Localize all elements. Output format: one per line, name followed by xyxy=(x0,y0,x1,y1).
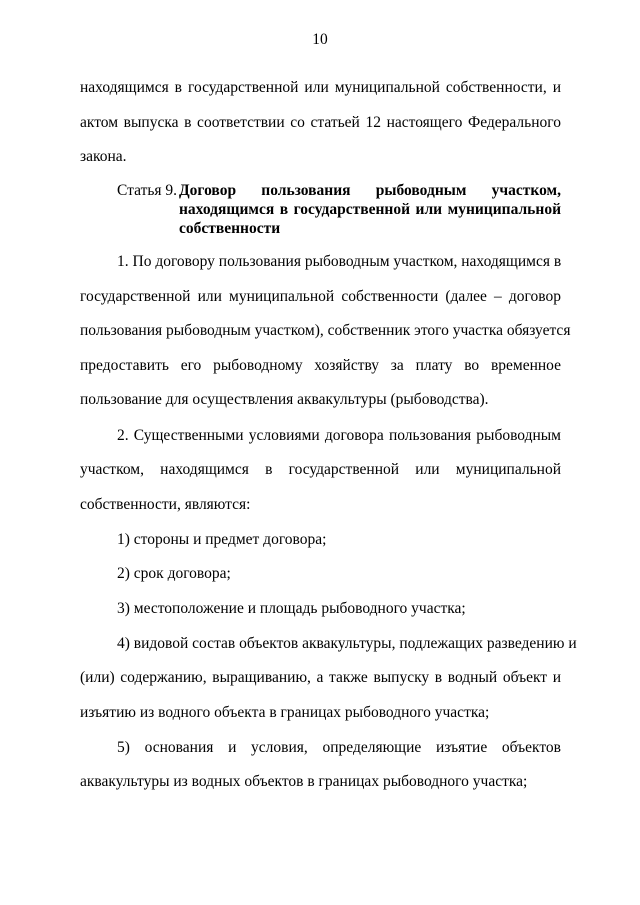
intro-line: находящимся в государственной или муниципальной собственности, и xyxy=(80,79,561,96)
article-label: Статья 9. xyxy=(117,182,178,199)
paragraph-2-line: участком, находящимся в государственной или муниципальной xyxy=(80,461,561,478)
article-title-line: находящимся в государственной или муниципальной xyxy=(179,201,561,218)
paragraph-1-line: предоставить его рыбоводному хозяйству за плату во временное xyxy=(80,357,561,374)
page-number: 10 xyxy=(312,31,328,48)
paragraph-1-line: 1. По договору пользования рыбоводным участком, находящимся в xyxy=(117,253,562,270)
paragraph-1-line: государственной или муниципальной собственности (далее – договор xyxy=(80,288,561,305)
intro-line: актом выпуска в соответствии со статьей 12 настоящего Федерального xyxy=(80,114,561,131)
paragraph-1-line: пользование для осуществления аквакультуры (рыбоводства). xyxy=(80,391,489,408)
list-item-5-line: аквакультуры из водных объектов в границах рыбоводного участка; xyxy=(80,773,528,790)
list-item-4-line: (или) содержанию, выращиванию, а также выпуску в водный объект и xyxy=(80,669,561,686)
article-title-line: Договор пользования рыбоводным участком, xyxy=(179,182,561,199)
list-item-4-line: 4) видовой состав объектов аквакультуры, подлежащих разведению и xyxy=(117,635,577,652)
paragraph-2-line: собственности, являются: xyxy=(80,496,251,513)
intro-line: закона. xyxy=(80,148,127,165)
list-item-5-line: 5) основания и условия, определяющие изъятие объектов xyxy=(117,739,561,756)
paragraph-1-line: пользования рыбоводным участком), собственник этого участка обязуется xyxy=(80,322,571,339)
list-item-4-line: изъятию из водного объекта в границах рыбоводного участка; xyxy=(80,704,490,721)
list-item-3: 3) местоположение и площадь рыбоводного участка; xyxy=(117,600,466,617)
list-item-2: 2) срок договора; xyxy=(117,565,231,582)
list-item-1: 1) стороны и предмет договора; xyxy=(117,531,327,548)
article-title-line: собственности xyxy=(179,220,281,237)
paragraph-2-line: 2. Существенными условиями договора пользования рыбоводным xyxy=(117,427,561,444)
